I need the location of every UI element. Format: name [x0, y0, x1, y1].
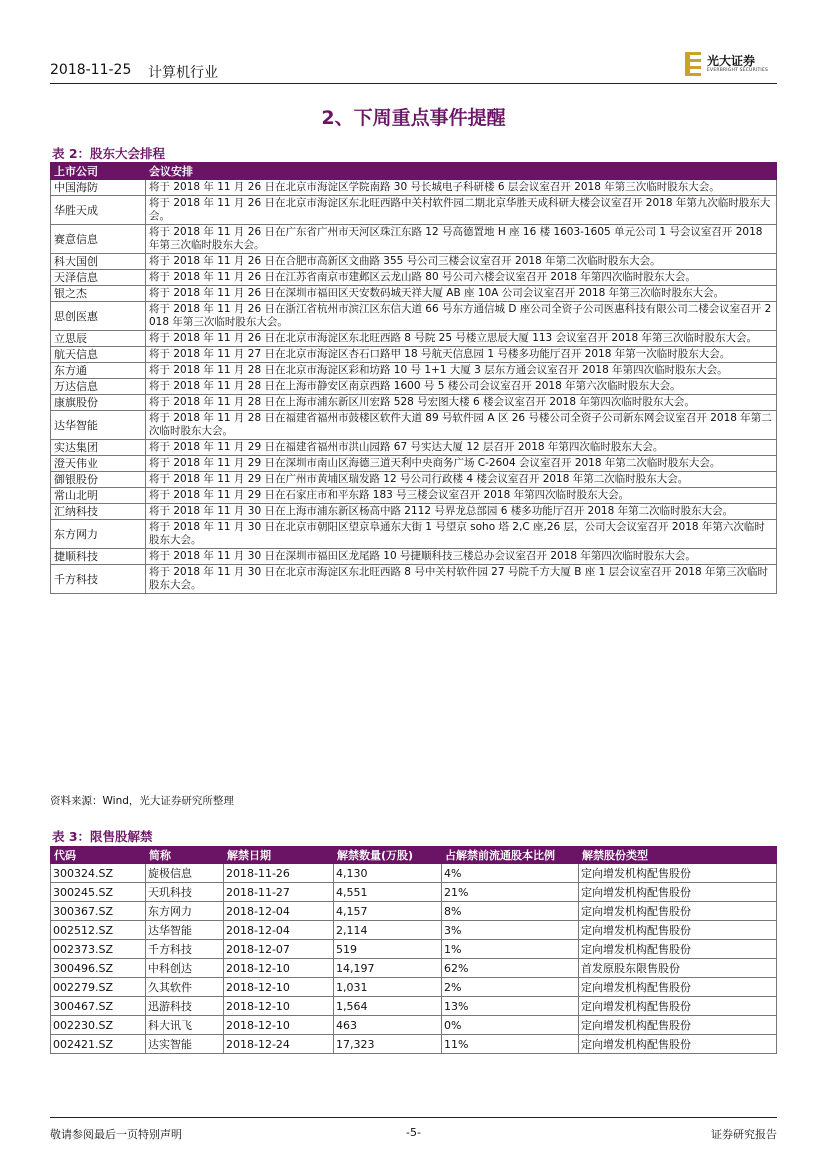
footer-rule	[50, 1117, 777, 1118]
column-header: 会议安排	[146, 163, 777, 180]
table-cell: 将于 2018 年 11 月 29 日在福建省福州市洪山园路 67 号实达大厦 12 层召开 2018 年第四次临时股东大会。	[146, 440, 777, 456]
table3-caption: 表 3：限售股解禁	[52, 829, 153, 844]
shareholder-meeting-table	[50, 162, 777, 594]
table-cell: 捷顺科技	[51, 549, 146, 565]
table-cell: 科大讯飞	[146, 1016, 224, 1035]
table-cell: 将于 2018 年 11 月 30 日在上海市浦东新区杨高中路 2112 号界龙总部园 6 楼多功能厅召开 2018 年第二次临时股东大会。	[146, 504, 777, 520]
data-source: 资料来源：Wind，光大证券研究所整理	[50, 795, 234, 807]
table-cell: 澄天伟业	[51, 456, 146, 472]
table-cell: 将于 2018 年 11 月 30 日在深圳市福田区龙尾路 10 号捷顺科技三楼总办会议室召开 2018 年第四次临时股东大会。	[146, 549, 777, 565]
table-row	[51, 456, 777, 472]
table-cell: 科大国创	[51, 254, 146, 270]
report-date: 2018-11-25	[50, 62, 132, 78]
table-cell: 将于 2018 年 11 月 28 日在福建省福州市鼓楼区软件大道 89 号软件园 A 区 26 号楼公司全资子公司新东网会议室召开 2018 年第二次临时股东大会。	[146, 411, 777, 440]
table-row	[51, 902, 777, 921]
table-cell: 2018-12-04	[224, 902, 334, 921]
table-row	[51, 254, 777, 270]
table-cell: 1,564	[334, 997, 442, 1016]
table-cell: 2,114	[334, 921, 442, 940]
table-cell: 300367.SZ	[51, 902, 146, 921]
table-cell: 将于 2018 年 11 月 29 日在石家庄市和平东路 183 号三楼会议室召开 2018 年第四次临时股东大会。	[146, 488, 777, 504]
logo-text-en: EVERBRIGHT SECURITIES	[707, 68, 769, 73]
table-cell: 0%	[442, 1016, 579, 1035]
header-rule	[50, 83, 777, 84]
table-cell: 将于 2018 年 11 月 26 日在浙江省杭州市滨江区东信大道 66 号东方通信城 D 座公司全资子公司医惠科技有限公司二楼会议室召开 2018 年第三次临时股东大会。	[146, 302, 777, 331]
table-cell: 13%	[442, 997, 579, 1016]
report-type: 证券研究报告	[711, 1128, 777, 1141]
table-cell: 华胜天成	[51, 196, 146, 225]
table-cell: 002230.SZ	[51, 1016, 146, 1035]
column-header: 解禁日期	[224, 847, 334, 864]
table-cell: 300245.SZ	[51, 883, 146, 902]
table-cell: 2018-12-10	[224, 978, 334, 997]
table-cell: 2018-11-26	[224, 864, 334, 883]
table-cell: 8%	[442, 902, 579, 921]
table-row	[51, 395, 777, 411]
table-cell: 定向增发机构配售股份	[579, 921, 777, 940]
table-cell: 定向增发机构配售股份	[579, 902, 777, 921]
industry-label: 计算机行业	[148, 65, 218, 81]
table-cell: 将于 2018 年 11 月 30 日在北京市朝阳区望京阜通东大街 1 号望京 soho 塔 2,C 座,26 层，公司大会议室召开 2018 年第六次临时股东大会。	[146, 520, 777, 549]
table-row	[51, 959, 777, 978]
table-row	[51, 978, 777, 997]
table-row	[51, 286, 777, 302]
table-cell: 将于 2018 年 11 月 29 日在广州市黄埔区瑞发路 12 号公司行政楼 4 楼会议室召开 2018 年第二次临时股东大会。	[146, 472, 777, 488]
column-header: 解禁股份类型	[579, 847, 777, 864]
table-cell: 久其软件	[146, 978, 224, 997]
table-cell: 中科创达	[146, 959, 224, 978]
table-row	[51, 565, 777, 594]
table-cell: 将于 2018 年 11 月 26 日在北京市海淀区学院南路 30 号长城电子科研楼 6 层会议室召开 2018 年第三次临时股东大会。	[146, 180, 777, 196]
table-row	[51, 883, 777, 902]
disclaimer-note: 敬请参阅最后一页特别声明	[50, 1128, 182, 1141]
table-cell: 300496.SZ	[51, 959, 146, 978]
table-cell: 常山北明	[51, 488, 146, 504]
table-row	[51, 302, 777, 331]
table-cell: 2018-12-07	[224, 940, 334, 959]
table-cell: 21%	[442, 883, 579, 902]
table-cell: 2018-11-27	[224, 883, 334, 902]
logo-mark-icon	[685, 52, 703, 76]
page-number: -5-	[406, 1126, 421, 1139]
table-row	[51, 940, 777, 959]
table-row	[51, 363, 777, 379]
table-cell: 东方网力	[51, 520, 146, 549]
table-cell: 银之杰	[51, 286, 146, 302]
table-cell: 62%	[442, 959, 579, 978]
table-row	[51, 440, 777, 456]
table-row	[51, 488, 777, 504]
table-cell: 千方科技	[146, 940, 224, 959]
table-cell: 2018-12-04	[224, 921, 334, 940]
table-row	[51, 331, 777, 347]
table-cell: 定向增发机构配售股份	[579, 1016, 777, 1035]
table-cell: 东方通	[51, 363, 146, 379]
table-cell: 达华智能	[146, 921, 224, 940]
table-cell: 思创医惠	[51, 302, 146, 331]
table-cell: 1%	[442, 940, 579, 959]
table-row	[51, 270, 777, 286]
logo-text-cn: 光大证券	[707, 54, 756, 68]
page-header	[50, 54, 777, 90]
table-cell: 定向增发机构配售股份	[579, 883, 777, 902]
table-row	[51, 225, 777, 254]
table-cell: 519	[334, 940, 442, 959]
table-cell: 将于 2018 年 11 月 26 日在深圳市福田区天安数码城天祥大厦 AB 座 10A 公司会议室召开 2018 年第三次临时股东大会。	[146, 286, 777, 302]
table-cell: 实达集团	[51, 440, 146, 456]
table-row	[51, 921, 777, 940]
table-cell: 赛意信息	[51, 225, 146, 254]
table-row	[51, 1016, 777, 1035]
table-cell: 4,130	[334, 864, 442, 883]
table-cell: 东方网力	[146, 902, 224, 921]
table-row	[51, 411, 777, 440]
table-cell: 千方科技	[51, 565, 146, 594]
table-cell: 将于 2018 年 11 月 26 日在北京市海淀区东北旺西路中关村软件园二期北京华胜天成科研大楼会议室召开 2018 年第九次临时股东大会。	[146, 196, 777, 225]
table-cell: 定向增发机构配售股份	[579, 1035, 777, 1054]
table-cell: 首发原股东限售股份	[579, 959, 777, 978]
table-row	[51, 1035, 777, 1054]
table-cell: 2018-12-10	[224, 1016, 334, 1035]
table-row	[51, 504, 777, 520]
table-cell: 旋极信息	[146, 864, 224, 883]
table2-caption: 表 2：股东大会排程	[52, 146, 166, 161]
table-cell: 3%	[442, 921, 579, 940]
table-row	[51, 347, 777, 363]
table-cell: 17,323	[334, 1035, 442, 1054]
table-cell: 1,031	[334, 978, 442, 997]
table-cell: 将于 2018 年 11 月 26 日在北京市海淀区东北旺西路 8 号院 25 号楼立思辰大厦 113 会议室召开 2018 年第三次临时股东大会。	[146, 331, 777, 347]
table-cell: 将于 2018 年 11 月 28 日在北京市海淀区彩和坊路 10 号 1+1 大厦 3 层东方通会议室召开 2018 年第四次临时股东大会。	[146, 363, 777, 379]
table-cell: 汇纳科技	[51, 504, 146, 520]
table-cell: 将于 2018 年 11 月 26 日在江苏省南京市建邺区云龙山路 80 号公司六楼会议室召开 2018 年第四次临时股东大会。	[146, 270, 777, 286]
table-cell: 天玑科技	[146, 883, 224, 902]
table-cell: 002279.SZ	[51, 978, 146, 997]
table-cell: 将于 2018 年 11 月 28 日在上海市静安区南京西路 1600 号 5 楼公司会议室召开 2018 年第六次临时股东大会。	[146, 379, 777, 395]
column-header: 占解禁前流通股本比例	[442, 847, 579, 864]
table-cell: 300324.SZ	[51, 864, 146, 883]
table-cell: 2%	[442, 978, 579, 997]
table-cell: 002373.SZ	[51, 940, 146, 959]
table-cell: 2018-12-10	[224, 997, 334, 1016]
column-header: 上市公司	[51, 163, 146, 180]
table-cell: 2018-12-10	[224, 959, 334, 978]
table-cell: 002421.SZ	[51, 1035, 146, 1054]
table-cell: 定向增发机构配售股份	[579, 864, 777, 883]
table-cell: 定向增发机构配售股份	[579, 940, 777, 959]
table-cell: 002512.SZ	[51, 921, 146, 940]
table-cell: 4,157	[334, 902, 442, 921]
table-cell: 将于 2018 年 11 月 29 日在深圳市南山区海德三道天利中央商务广场 C-2604 会议室召开 2018 年第二次临时股东大会。	[146, 456, 777, 472]
table-row	[51, 864, 777, 883]
table-cell: 463	[334, 1016, 442, 1035]
table-cell: 万达信息	[51, 379, 146, 395]
table-cell: 定向增发机构配售股份	[579, 997, 777, 1016]
table-header-row	[51, 847, 777, 864]
table-cell: 11%	[442, 1035, 579, 1054]
column-header: 简称	[146, 847, 224, 864]
table-header-row	[51, 163, 777, 180]
table-cell: 将于 2018 年 11 月 30 日在北京市海淀区东北旺西路 8 号中关村软件园 27 号院千方大厦 B 座 1 层会议室召开 2018 年第三次临时股东大会。	[146, 565, 777, 594]
column-header: 解禁数量(万股)	[334, 847, 442, 864]
table-cell: 天泽信息	[51, 270, 146, 286]
table-cell: 御银股份	[51, 472, 146, 488]
table-row	[51, 379, 777, 395]
column-header: 代码	[51, 847, 146, 864]
table-cell: 立思辰	[51, 331, 146, 347]
section-title: 2、下周重点事件提醒	[321, 107, 506, 129]
table-cell: 2018-12-24	[224, 1035, 334, 1054]
table-cell: 4,551	[334, 883, 442, 902]
table-cell: 14,197	[334, 959, 442, 978]
table-cell: 迅游科技	[146, 997, 224, 1016]
table-cell: 定向增发机构配售股份	[579, 978, 777, 997]
table-row	[51, 180, 777, 196]
table-cell: 将于 2018 年 11 月 27 日在北京市海淀区杏石口路甲 18 号航天信息园 1 号楼多功能厅召开 2018 年第一次临时股东大会。	[146, 347, 777, 363]
table-cell: 4%	[442, 864, 579, 883]
table-row	[51, 997, 777, 1016]
table-row	[51, 520, 777, 549]
table-cell: 康旗股份	[51, 395, 146, 411]
lockup-expiry-table	[50, 846, 777, 1054]
table-row	[51, 549, 777, 565]
table-cell: 达华智能	[51, 411, 146, 440]
table-cell: 航天信息	[51, 347, 146, 363]
table-cell: 300467.SZ	[51, 997, 146, 1016]
table-cell: 将于 2018 年 11 月 26 日在广东省广州市天河区珠江东路 12 号高德置地 H 座 16 楼 1603-1605 单元公司 1 号会议室召开 2018 年第三次临时股东大会。	[146, 225, 777, 254]
company-logo	[685, 50, 777, 80]
table-cell: 将于 2018 年 11 月 26 日在合肥市高新区文曲路 355 号公司三楼会议室召开 2018 年第二次临时股东大会。	[146, 254, 777, 270]
table-row	[51, 472, 777, 488]
table-cell: 中国海防	[51, 180, 146, 196]
table-cell: 将于 2018 年 11 月 28 日在上海市浦东新区川宏路 528 号宏图大楼 6 楼会议室召开 2018 年第四次临时股东大会。	[146, 395, 777, 411]
table-cell: 达实智能	[146, 1035, 224, 1054]
table-row	[51, 196, 777, 225]
